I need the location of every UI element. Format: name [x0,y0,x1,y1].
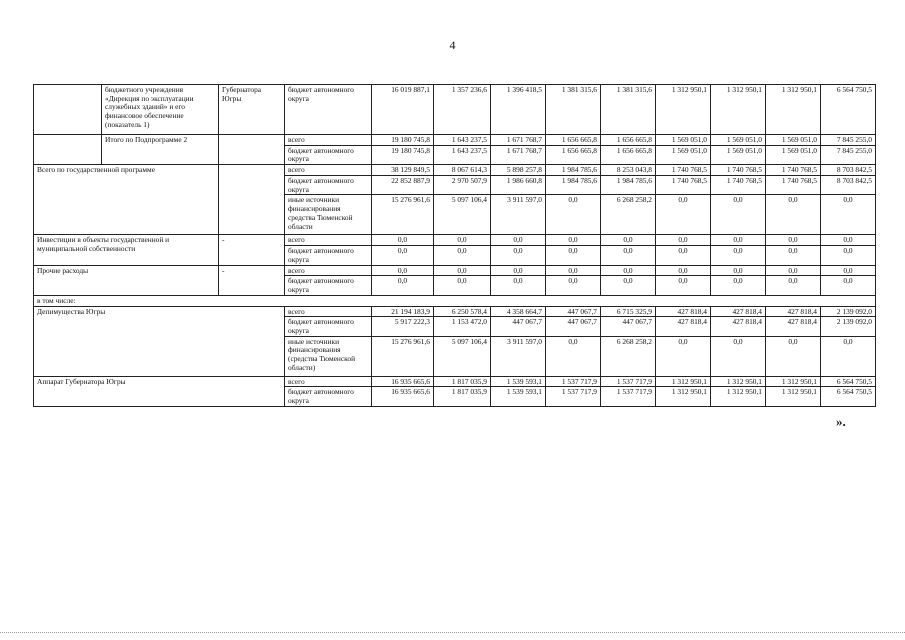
value-cell: 0,0 [434,246,491,265]
value-cell: 1 740 768,5 [766,165,821,176]
value-cell: 0,0 [434,265,491,276]
value-cell: 0,0 [546,235,601,246]
value-cell: 0,0 [821,265,876,276]
funding-source-cell: бюджет автономного округа [285,387,372,406]
page-bottom-rule [0,632,905,633]
value-cell: 6 564 750,5 [821,376,876,387]
value-cell: 1 357 236,6 [434,85,491,135]
value-cell: 0,0 [491,276,546,295]
value-cell: 2 970 507,9 [434,175,491,194]
value-cell: 5 917 222,3 [372,317,434,336]
value-cell: 1 986 660,8 [491,175,546,194]
value-cell: 2 139 092,0 [821,317,876,336]
value-cell: 19 180 745,8 [372,135,434,146]
funding-source-cell: иные источники финансирования (средства Тюменской области) [285,336,372,376]
value-cell: 0,0 [656,235,711,246]
value-cell: 0,0 [546,276,601,295]
value-cell: 0,0 [821,195,876,235]
measure-name-cell: бюджетного учреждения «Дирекция по эксплуатации служебных зданий» и его финансовое обеспечение (показатель 1) [102,85,219,135]
value-cell: 6 564 750,5 [821,387,876,406]
value-cell: 0,0 [656,195,711,235]
value-cell: 5 097 106,4 [434,195,491,235]
value-cell: 1 537 717,9 [546,387,601,406]
value-cell: 0,0 [766,265,821,276]
value-cell: 16 935 665,6 [372,387,434,406]
value-cell: 447 067,7 [491,317,546,336]
value-cell: 1 312 950,1 [711,85,766,135]
funding-source-cell: бюджет автономного округа [285,145,372,164]
value-cell: 0,0 [372,235,434,246]
table-row [34,295,876,306]
funding-source-cell: бюджет автономного округа [285,317,372,336]
page-number: 4 [449,38,456,52]
value-cell: 0,0 [711,235,766,246]
value-cell: 1 569 051,0 [766,135,821,146]
value-cell: 1 153 472,0 [434,317,491,336]
value-cell: 0,0 [601,265,656,276]
value-cell: 0,0 [546,195,601,235]
table-row [34,265,876,276]
value-cell: 1 312 950,1 [711,376,766,387]
value-cell: 427 818,4 [766,317,821,336]
value-cell: 1 656 665,8 [546,145,601,164]
value-cell: 3 911 597,0 [491,336,546,376]
value-cell: 0,0 [766,276,821,295]
value-cell: 5 898 257,8 [491,165,546,176]
value-cell: 1 569 051,0 [711,135,766,146]
funding-source-cell: иные источники финансирования средства Тюменской области [285,195,372,235]
value-cell: 0,0 [656,336,711,376]
value-cell: 1 656 665,8 [601,135,656,146]
section-label-cell: Всего по государственной программе [34,165,219,235]
value-cell: 1 312 950,1 [656,85,711,135]
value-cell: 0,0 [491,265,546,276]
value-cell: 0,0 [711,246,766,265]
table-row [34,235,876,246]
table-row [34,85,876,135]
value-cell: 1 984 785,6 [546,165,601,176]
executor-cell [219,135,285,165]
value-cell: 0,0 [711,195,766,235]
value-cell: 1 671 768,7 [491,135,546,146]
value-cell: 0,0 [656,246,711,265]
value-cell: 1 740 768,5 [656,165,711,176]
value-cell: 1 569 051,0 [656,145,711,164]
value-cell: 1 984 785,6 [601,175,656,194]
value-cell: 447 067,7 [546,317,601,336]
value-cell: 16 019 887,1 [372,85,434,135]
funding-source-cell: всего [285,376,372,387]
section-label-cell: Прочие расходы [34,265,219,295]
value-cell: 0,0 [656,265,711,276]
value-cell: 0,0 [821,276,876,295]
value-cell: 447 067,7 [546,306,601,317]
value-cell: 427 818,4 [766,306,821,317]
value-cell: 0,0 [821,235,876,246]
value-cell: 16 935 665,6 [372,376,434,387]
value-cell: 0,0 [821,336,876,376]
value-cell: 0,0 [766,336,821,376]
value-cell: 1 740 768,5 [711,165,766,176]
row-number-cell [34,135,102,165]
executor-cell [219,165,285,235]
value-cell: 5 097 106,4 [434,336,491,376]
value-cell: 0,0 [656,276,711,295]
value-cell: 1 643 237,5 [434,135,491,146]
value-cell: 1 817 035,9 [434,387,491,406]
value-cell: 1 537 717,9 [601,387,656,406]
value-cell: 1 984 785,6 [546,175,601,194]
value-cell: 6 250 578,4 [434,306,491,317]
value-cell: 1 671 768,7 [491,145,546,164]
value-cell: 0,0 [546,336,601,376]
value-cell: 21 194 183,9 [372,306,434,317]
value-cell: 1 312 950,1 [656,376,711,387]
value-cell: 1 656 665,8 [546,135,601,146]
value-cell: 0,0 [601,246,656,265]
value-cell: 1 569 051,0 [656,135,711,146]
value-cell: 1 539 593,1 [491,387,546,406]
value-cell: 0,0 [821,246,876,265]
value-cell: 15 276 961,6 [372,195,434,235]
value-cell: 1 312 950,1 [766,376,821,387]
value-cell: 1 569 051,0 [711,145,766,164]
section-label-cell: Инвестиции в объекты государственной и муниципальной собственности [34,235,219,265]
value-cell: 7 845 255,0 [821,145,876,164]
value-cell: 1 569 051,0 [766,145,821,164]
funding-source-cell: всего [285,135,372,146]
value-cell: 6 715 325,9 [601,306,656,317]
value-cell: 427 818,4 [711,317,766,336]
closing-quote-mark: ». [836,414,846,429]
value-cell: 1 817 035,9 [434,376,491,387]
value-cell: 3 911 597,0 [491,195,546,235]
funding-source-cell: всего [285,165,372,176]
value-cell: 1 396 418,5 [491,85,546,135]
value-cell: 0,0 [711,265,766,276]
table-row [34,135,876,146]
executor-name-cell: Депимущества Югры [34,306,285,376]
value-cell: 0,0 [766,195,821,235]
executor-name-cell: Аппарат Губернатора Югры [34,376,285,406]
value-cell: 1 537 717,9 [601,376,656,387]
value-cell: 0,0 [601,235,656,246]
value-cell: 8 253 043,8 [601,165,656,176]
value-cell: 0,0 [491,246,546,265]
funding-source-cell: бюджет автономного округа [285,276,372,295]
value-cell: 427 818,4 [711,306,766,317]
executor-cell: - [219,265,285,295]
value-cell: 7 845 255,0 [821,135,876,146]
funding-source-cell: бюджет автономного округа [285,175,372,194]
value-cell: 0,0 [766,246,821,265]
funding-source-cell: всего [285,306,372,317]
value-cell: 1 381 315,6 [601,85,656,135]
funding-source-cell: бюджет автономного округа [285,246,372,265]
value-cell: 1 656 665,8 [601,145,656,164]
value-cell: 1 312 950,1 [656,387,711,406]
value-cell: 8 703 842,5 [821,165,876,176]
value-cell: 0,0 [546,246,601,265]
value-cell: 6 564 750,5 [821,85,876,135]
executor-cell: Губернатора Югры [219,85,285,135]
funding-source-cell: всего [285,235,372,246]
value-cell: 1 312 950,1 [766,387,821,406]
value-cell: 6 268 258,2 [601,195,656,235]
value-cell: 8 067 614,3 [434,165,491,176]
table-row [34,306,876,317]
value-cell: 1 537 717,9 [546,376,601,387]
value-cell: 447 067,7 [601,317,656,336]
value-cell: 1 740 768,5 [656,175,711,194]
value-cell: 19 180 745,8 [372,145,434,164]
subtotal-label-cell: Итого по Подпрограмме 2 [102,135,219,165]
value-cell: 427 818,4 [656,317,711,336]
funding-source-cell: всего [285,265,372,276]
value-cell: 0,0 [711,336,766,376]
value-cell: 22 852 887,9 [372,175,434,194]
value-cell: 0,0 [434,235,491,246]
value-cell: 8 703 842,5 [821,175,876,194]
value-cell: 1 312 950,1 [766,85,821,135]
value-cell: 1 539 593,1 [491,376,546,387]
table-row [34,165,876,176]
value-cell: 0,0 [372,246,434,265]
value-cell: 427 818,4 [656,306,711,317]
table-row [34,376,876,387]
value-cell: 0,0 [711,276,766,295]
value-cell: 2 139 092,0 [821,306,876,317]
value-cell: 1 740 768,5 [711,175,766,194]
value-cell: 38 129 849,5 [372,165,434,176]
including-label-cell: в том числе: [34,295,876,306]
value-cell: 1 381 315,6 [546,85,601,135]
value-cell: 0,0 [434,276,491,295]
value-cell: 0,0 [372,265,434,276]
value-cell: 6 268 258,2 [601,336,656,376]
value-cell: 0,0 [601,276,656,295]
value-cell: 1 312 950,1 [711,387,766,406]
value-cell: 1 740 768,5 [766,175,821,194]
value-cell: 0,0 [372,276,434,295]
budget-table [33,84,876,407]
executor-cell: - [219,235,285,265]
funding-source-cell: бюджет автономного округа [285,85,372,135]
value-cell: 1 643 237,5 [434,145,491,164]
row-number-cell [34,85,102,135]
value-cell: 4 358 664,7 [491,306,546,317]
value-cell: 0,0 [491,235,546,246]
value-cell: 0,0 [766,235,821,246]
value-cell: 0,0 [546,265,601,276]
value-cell: 15 276 961,6 [372,336,434,376]
